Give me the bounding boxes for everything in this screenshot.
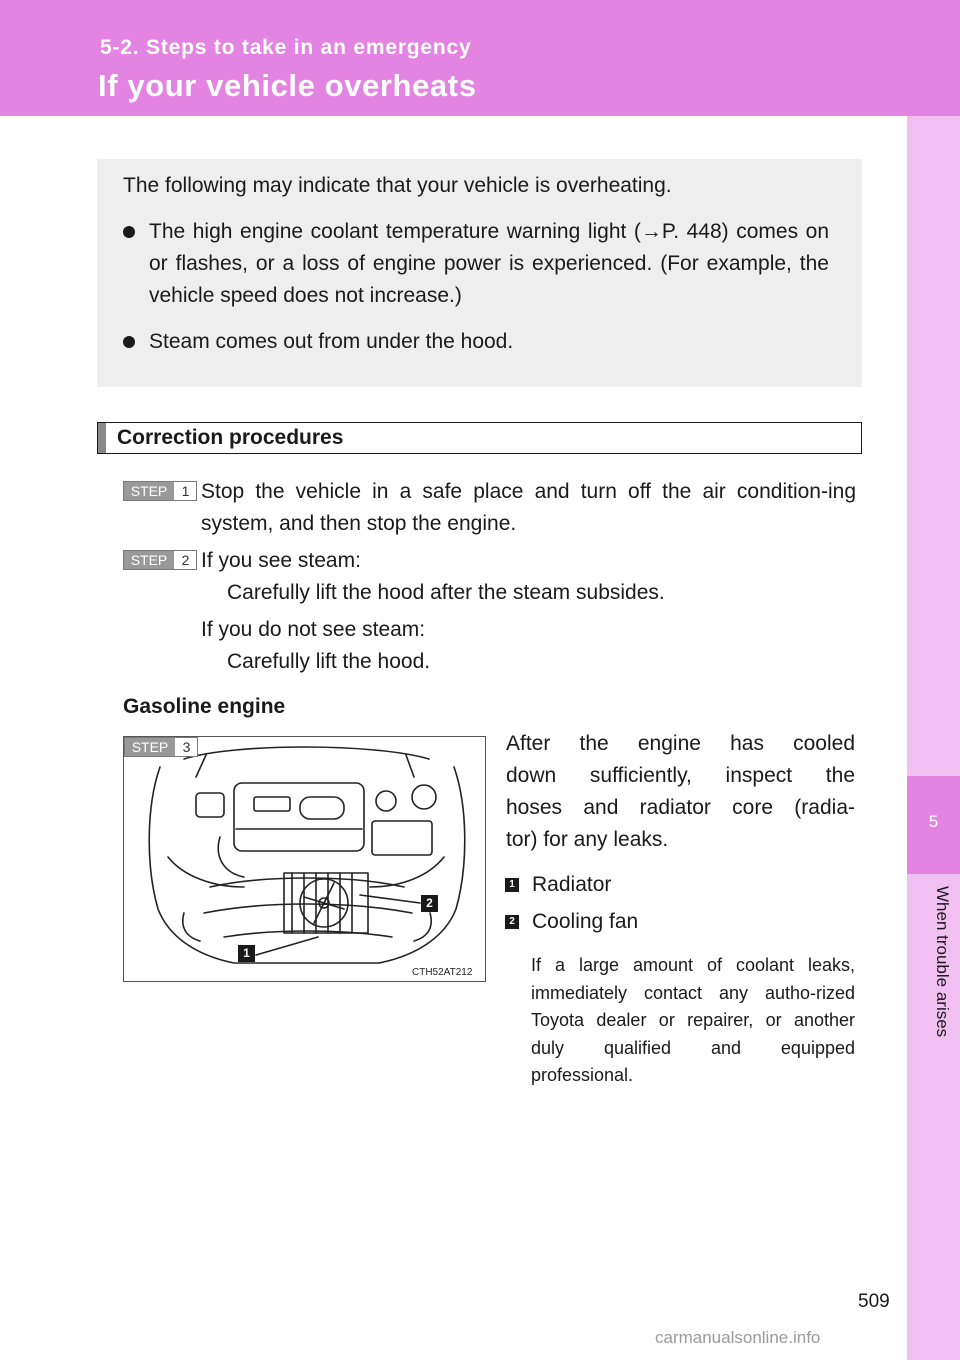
- step-label: STEP: [125, 738, 175, 756]
- page-number: 509: [858, 1291, 890, 1312]
- header-accent-bar: [98, 423, 106, 453]
- step-3-badge: [124, 737, 198, 757]
- legend-label-cooling-fan: Cooling fan: [532, 910, 639, 933]
- bullet-dot-icon: [123, 336, 135, 348]
- chapter-side-tab: [907, 116, 960, 1360]
- correction-procedures-title: Correction procedures: [117, 426, 344, 449]
- page-title: If your vehicle overheats: [98, 68, 477, 103]
- gasoline-engine-heading: Gasoline engine: [123, 695, 286, 718]
- legend-number: 1: [505, 878, 519, 892]
- info-bullet: [123, 326, 833, 358]
- coolant-leak-note: If a large amount of coolant leaks, immediately contact any autho-rized Toyota dealer or repairer, or another duly qualified and equipped professional.: [531, 955, 855, 1085]
- correction-procedures-header: [97, 422, 862, 454]
- step-2-condition-steam: If you see steam:: [201, 549, 361, 572]
- info-intro: The following may indicate that your vehicle is overheating.: [123, 174, 672, 197]
- section-label: 5-2. Steps to take in an emergency: [100, 36, 472, 59]
- callout-marker-cooling-fan: 2: [421, 895, 438, 912]
- step-label: STEP: [124, 551, 174, 569]
- step-2-action-steam: Carefully lift the hood after the steam subsides.: [227, 581, 665, 604]
- bullet-dot-icon: [123, 226, 135, 238]
- chapter-title: When trouble arises: [933, 886, 952, 1038]
- watermark: carmanualsonline.info: [655, 1328, 821, 1347]
- figure-code: CTH52AT212: [412, 967, 473, 978]
- step-number: 3: [182, 739, 191, 755]
- legend-label-radiator: Radiator: [532, 873, 612, 896]
- step-2-action-no-steam: Carefully lift the hood.: [227, 650, 431, 673]
- step-2-badge: [123, 550, 197, 570]
- step-3-text-line: hoses and radiator core (radia-: [506, 796, 855, 819]
- step-number: 1: [181, 483, 190, 499]
- step-2-condition-no-steam: If you do not see steam:: [201, 618, 426, 641]
- step-1-badge: [123, 481, 197, 501]
- legend-number: 2: [505, 915, 519, 929]
- callout-marker-radiator: 1: [238, 945, 255, 962]
- step-label: STEP: [124, 482, 174, 500]
- chapter-number: 5: [928, 812, 939, 831]
- engine-bay-drawing: [124, 737, 486, 982]
- info-bullet-text: The high engine coolant temperature warning light (→P. 448) comes on or flashes, or a loss of engine power is experienced. (For example, the vehicle speed does not increase.): [149, 220, 829, 307]
- step-number: 2: [181, 552, 190, 568]
- step-3-text-line: down sufficiently, inspect the: [506, 764, 855, 787]
- engine-bay-illustration: [123, 736, 486, 982]
- step-1-text: Stop the vehicle in a safe place and turn off the air condition-ing system, and then stop the engine.: [201, 480, 856, 535]
- step-3-text-line: tor) for any leaks.: [506, 828, 669, 851]
- step-3-text-line: After the engine has cooled: [506, 732, 855, 755]
- info-bullet-text: Steam comes out from under the hood.: [149, 330, 514, 353]
- info-bullet: [123, 216, 833, 316]
